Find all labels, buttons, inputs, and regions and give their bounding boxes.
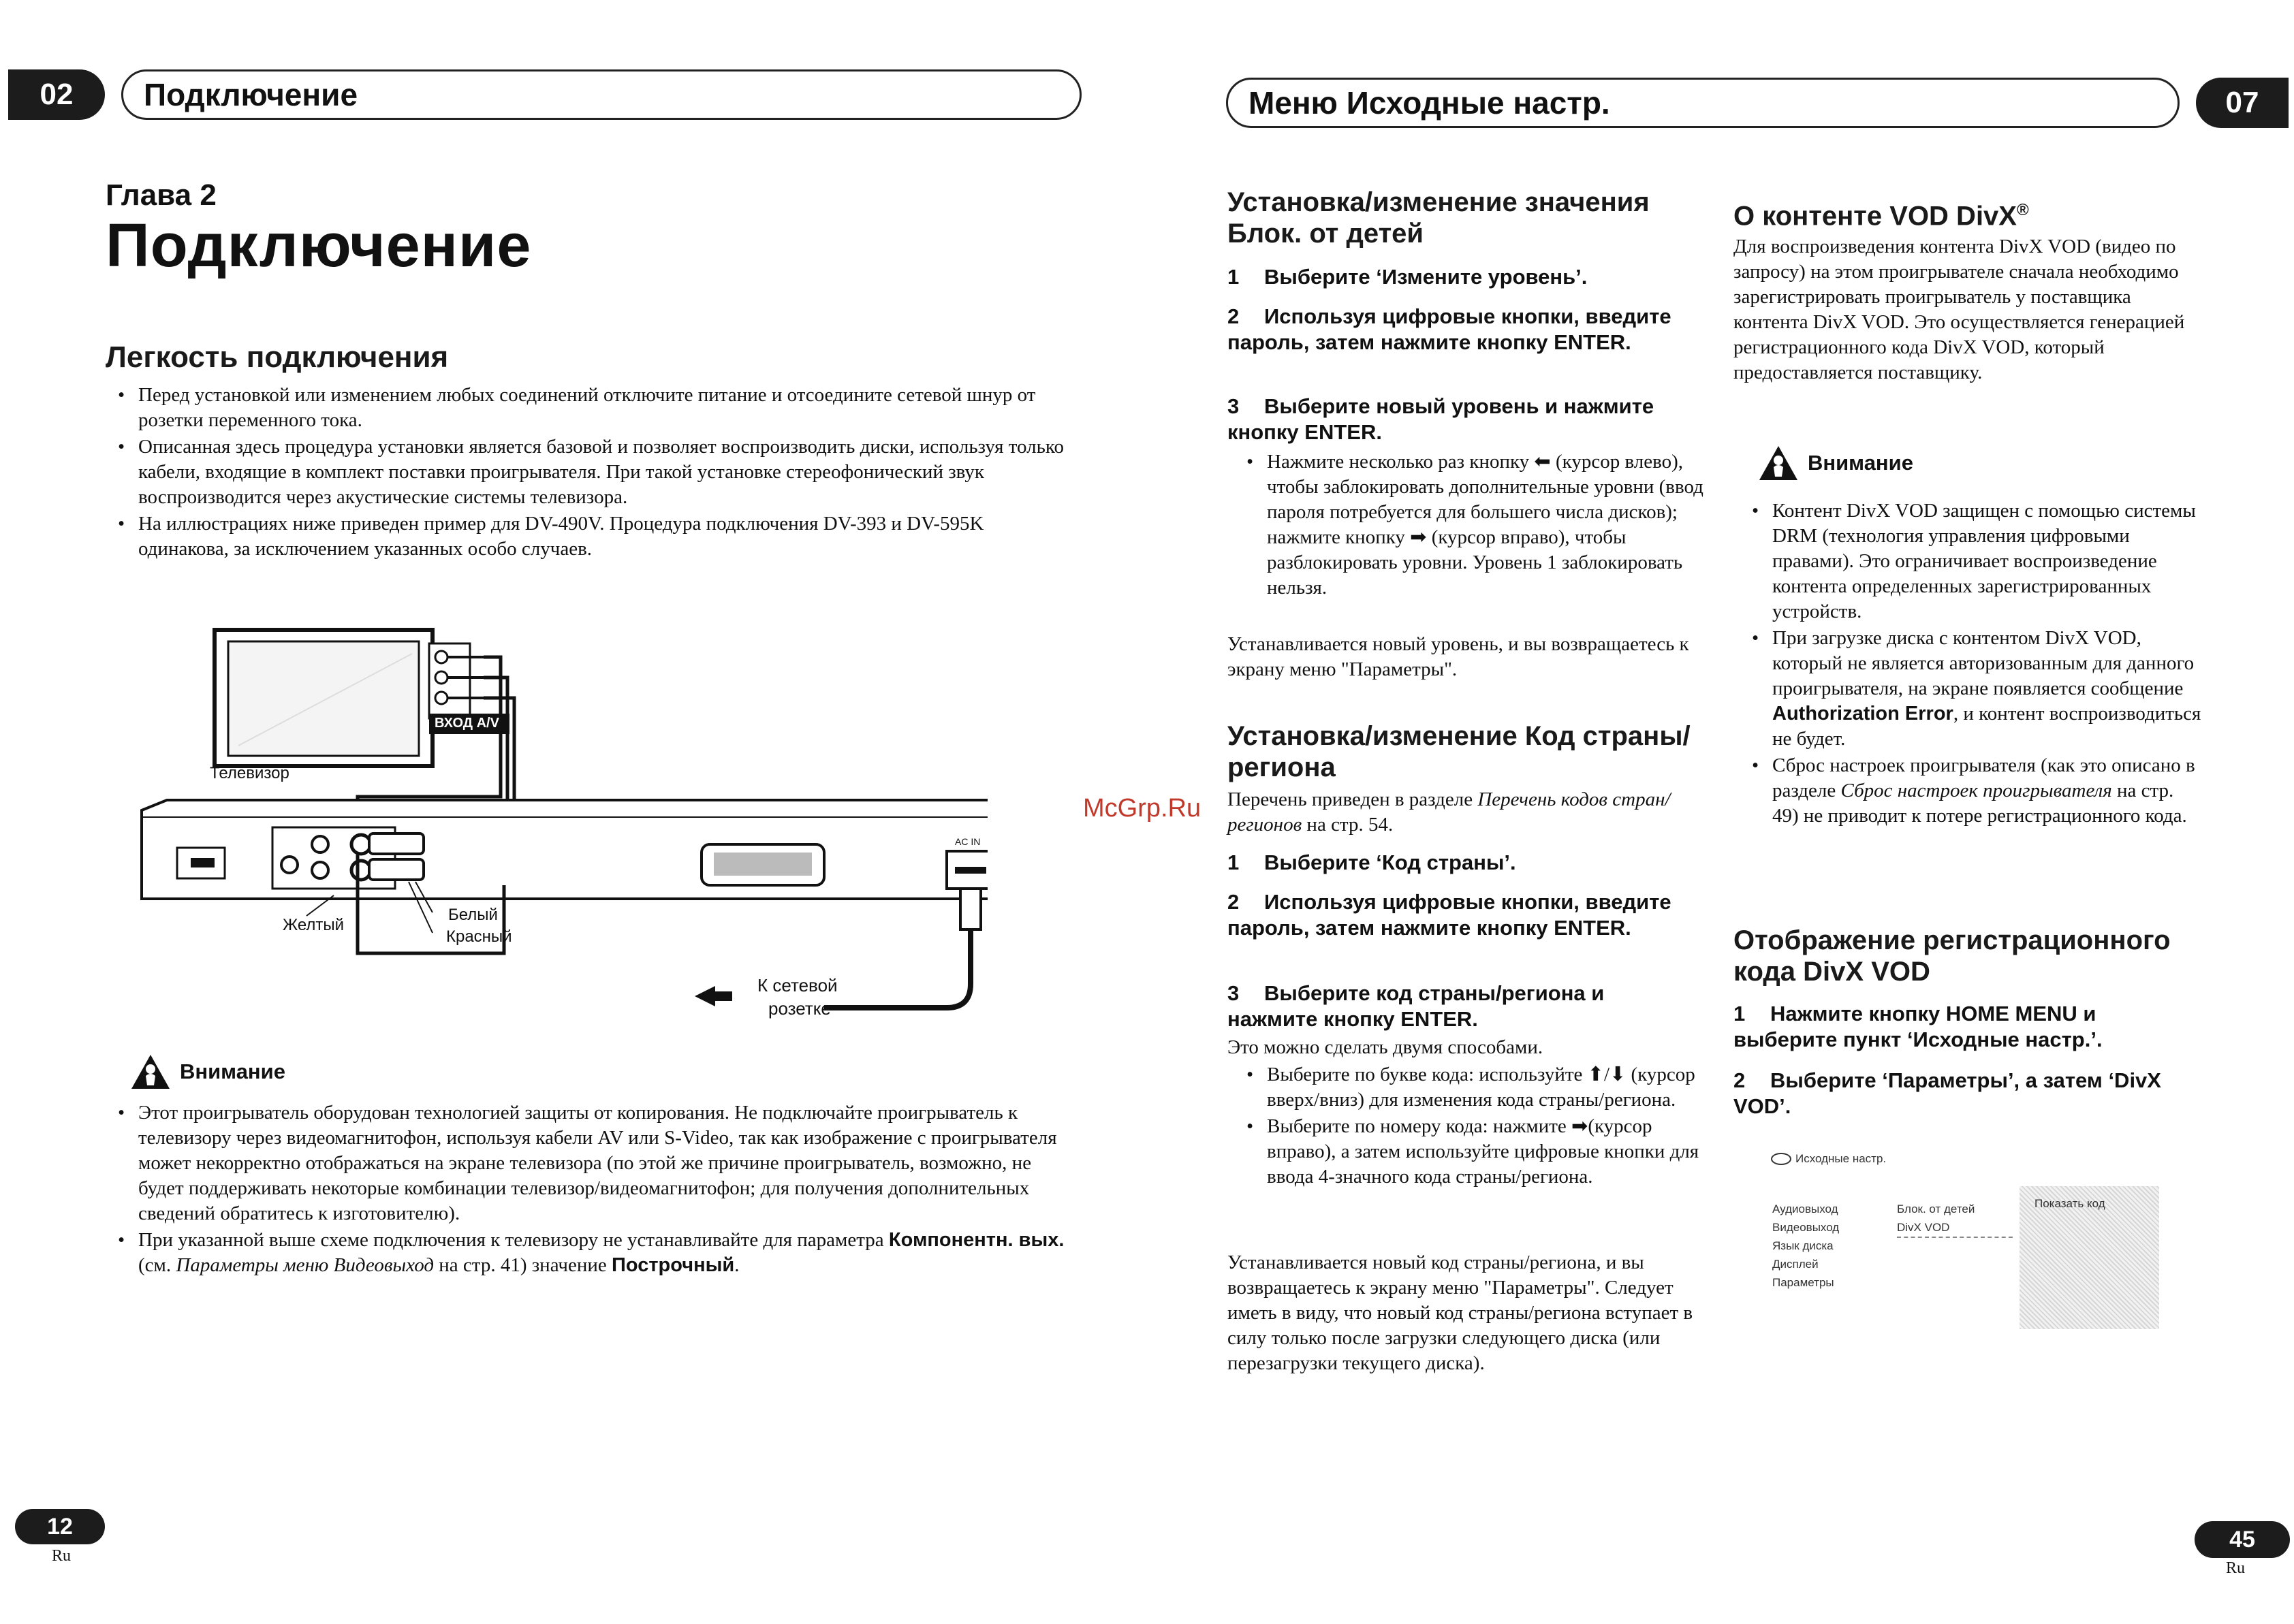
step-number: 1 bbox=[1227, 850, 1240, 874]
step-text: Используя цифровые кнопки, введите пароль, затем нажмите кнопку ENTER. bbox=[1227, 890, 1671, 940]
caution-text: на стр. 49) не приводит к потере регистрационного кода. bbox=[1772, 780, 2187, 827]
caution-text: При указанной выше схеме подключения к телевизору не устанавливайте для параметра bbox=[138, 1229, 889, 1251]
header-title-right: Меню Исходные настр. bbox=[1248, 85, 1610, 121]
cross-reference: Сброс настроек проигрывателя bbox=[1840, 780, 2112, 801]
setting-name: Компонентн. вых. bbox=[888, 1229, 1065, 1251]
show-code-panel bbox=[2020, 1186, 2159, 1329]
step-number: 2 bbox=[1227, 304, 1240, 328]
step-1 bbox=[1227, 264, 1697, 290]
show-code-label: Показать код bbox=[2034, 1197, 2105, 1210]
chapter-title: Подключение bbox=[106, 212, 532, 280]
section-title-text: О контенте VOD DivX bbox=[1733, 201, 2017, 232]
section-title-line: Установка/изменение Код страны/ bbox=[1227, 721, 1691, 751]
sec1-bullets bbox=[1241, 449, 1704, 602]
sec1-after-text: Устанавливается новый уровень, и вы возвращаетесь к экрану меню "Параметры". bbox=[1227, 633, 1689, 680]
intro-text: Перечень приведен в разделе bbox=[1227, 789, 1478, 810]
tv-screen bbox=[228, 641, 419, 756]
registered-mark: ® bbox=[2016, 201, 2029, 219]
white-cable-label: Белый bbox=[448, 906, 498, 924]
step-text: Выберите код страны/региона и нажмите кнопку ENTER. bbox=[1227, 981, 1605, 1031]
divx-intro-text: Для воспроизведения контента DivX VOD (видео по запросу) на этом проигрывателе сначала необходимо зарегистрировать проигрыватель у поставщика контента DivX VOD. Это осуществляется генерацией регистрационного кода DivX VOD, который предоставляется поставщику. bbox=[1733, 236, 2185, 383]
caution-text: (см. bbox=[138, 1254, 176, 1276]
sec2-after-text: Устанавливается новый код страны/региона, и вы возвращаетесь к экрану меню "Параметры". Следует иметь в виду, что новый код страны/региона вступает в силу только после загрузки следующего диска (или перезагрузки текущего диска). bbox=[1227, 1252, 1693, 1374]
sub-item-divx-vod: DivX VOD bbox=[1897, 1218, 2013, 1238]
menu-sub-items bbox=[1897, 1200, 2013, 1238]
header-title-left: Подключение bbox=[144, 77, 358, 112]
page-number-right: 45 bbox=[2195, 1521, 2290, 1558]
header-pill-left bbox=[121, 69, 1082, 120]
section-title-line: Установка/изменение значения bbox=[1227, 187, 1650, 217]
step-text: Нажмите кнопку HOME MENU и выберите пункт ‘Исходные настр.’. bbox=[1733, 1002, 2103, 1051]
step-1 bbox=[1733, 1001, 2203, 1053]
section-title-country-code bbox=[1227, 720, 1718, 783]
step-number: 3 bbox=[1227, 981, 1240, 1005]
list-item bbox=[1746, 626, 2203, 752]
menu-item-display: Дисплей bbox=[1772, 1258, 1819, 1271]
power-cord bbox=[824, 929, 971, 1008]
caution-text: При загрузке диска с контентом DivX VOD, который не является авторизованным для данного проигрывателя, на экране появляется сообщение bbox=[1772, 627, 2195, 699]
menu-item-language: Язык диска bbox=[1772, 1239, 1834, 1252]
section-title-divx-vod bbox=[1733, 195, 2029, 232]
list-item: • Выберите по букве кода: используйте ⬆/⬇ (курсор вверх/вниз) для изменения кода страны/региона. bbox=[1241, 1062, 1704, 1113]
setting-value: Построчный bbox=[612, 1254, 735, 1276]
list-item: • Нажмите несколько раз кнопку ⬅ (курсор влево), чтобы заблокировать дополнительные уровни (ввод пароля потребуется для большего числа дисков); нажмите кнопку ➡ (курсор вправо), чтобы разблокировать уровни. Уровень 1 заблокировать нельзя. bbox=[1241, 449, 1704, 601]
caution-text: на стр. 41) значение bbox=[434, 1254, 612, 1276]
cross-reference: Перечень кодов стран/регионов bbox=[1227, 789, 1671, 835]
header-pill-right bbox=[1226, 78, 2180, 128]
section-title-line: Блок. от детей bbox=[1227, 219, 1424, 249]
list-item: • Описанная здесь процедура установки является базовой и позволяет воспроизводить диски, используя только кабели, входящие в комплект поставки проигрывателя. При такой установке стереофонический звук воспроизводится через акустические системы телевизора. bbox=[112, 434, 1066, 510]
step-text: Выберите ‘Измените уровень’. bbox=[1264, 265, 1588, 289]
section-title-parental-lock bbox=[1227, 187, 1704, 249]
list-item bbox=[112, 1228, 1080, 1278]
menu-item-video: Видеовыход bbox=[1772, 1221, 1840, 1234]
step-number: 3 bbox=[1227, 394, 1240, 418]
ac-in-label: AC IN bbox=[955, 836, 981, 847]
step-2 bbox=[1227, 304, 1697, 355]
tv-label: Телевизор bbox=[210, 764, 289, 782]
watermark: McGrp.Ru bbox=[1083, 794, 1201, 823]
caution-title-right: Внимание bbox=[1808, 451, 1913, 475]
menu-screen-illustration bbox=[1771, 1152, 2166, 1336]
menu-title: Исходные настр. bbox=[1795, 1152, 1887, 1165]
sec2-bullets bbox=[1241, 1062, 1704, 1191]
list-item bbox=[1746, 753, 2203, 829]
player-body bbox=[142, 800, 988, 899]
step-2 bbox=[1733, 1068, 2203, 1119]
caution-title-left: Внимание bbox=[180, 1060, 285, 1083]
step-3 bbox=[1227, 981, 1697, 1032]
step-text: Выберите ‘Параметры’, а затем ‘DivX VOD’. bbox=[1733, 1068, 2161, 1118]
section-title-line: кода DivX VOD bbox=[1733, 957, 1930, 987]
warning-icon bbox=[129, 1053, 172, 1091]
caution-text: Сброс настроек проигрывателя (как это описано в разделе bbox=[1772, 754, 2195, 801]
av-input-label: ВХОД A/V bbox=[435, 716, 499, 731]
step-number: 1 bbox=[1227, 265, 1240, 289]
menu-items bbox=[1772, 1200, 1839, 1292]
step-text: Используя цифровые кнопки, введите пароль, затем нажмите кнопку ENTER. bbox=[1227, 304, 1671, 354]
section-title-show-code bbox=[1733, 925, 2224, 987]
yellow-cable-label: Желтый bbox=[283, 916, 345, 934]
step-text: Выберите новый уровень и нажмите кнопку ENTER. bbox=[1227, 394, 1654, 444]
step-number: 2 bbox=[1227, 890, 1240, 914]
step-text: Выберите ‘Код страны’. bbox=[1264, 850, 1516, 874]
caution-bullets-right bbox=[1746, 498, 2203, 830]
caution-heading-right bbox=[1757, 444, 1913, 482]
list-item: • Контент DivX VOD защищен с помощью системы DRM (технология управления цифровыми правами). Это ограничивает воспроизведение контента определенных зарегистрированных устройств. bbox=[1746, 498, 2203, 624]
intro-bullets bbox=[112, 383, 1066, 563]
step-number: 2 bbox=[1733, 1068, 1746, 1092]
cross-reference: Параметры меню Видеовыход bbox=[176, 1254, 435, 1276]
section-title-line: региона bbox=[1227, 752, 1336, 782]
chapter-label: Глава 2 bbox=[106, 178, 217, 212]
caution-text: , и контент воспроизводиться не будет. bbox=[1772, 703, 2201, 750]
sec2-methods: Это можно сделать двумя способами. bbox=[1227, 1036, 1543, 1058]
outlet-label-1: К сетевой bbox=[757, 975, 838, 996]
warning-icon bbox=[1757, 444, 1800, 482]
page-number-left: 12 bbox=[15, 1509, 105, 1544]
page-lang-right: Ru bbox=[2226, 1559, 2246, 1577]
list-item: • Перед установкой или изменением любых соединений отключите питание и отсоедините сетевой шнур от розетки переменного тока. bbox=[112, 383, 1066, 433]
outlet-arrow bbox=[695, 986, 732, 1006]
step-1 bbox=[1227, 850, 1697, 876]
list-item: • На иллюстрациях ниже приведен пример для DV-490V. Процедура подключения DV-393 и DV-595K одинакова, за исключением указанных особо случаев. bbox=[112, 511, 1066, 562]
section-title-ease: Легкость подключения bbox=[106, 340, 449, 374]
caution-bullets-left bbox=[112, 1100, 1080, 1279]
chapter-tab-left: 02 bbox=[8, 69, 105, 120]
caution-text: . bbox=[734, 1254, 740, 1276]
connection-diagram bbox=[129, 613, 988, 1035]
disc-icon bbox=[1771, 1153, 1791, 1165]
red-cable-label: Красный bbox=[446, 927, 512, 946]
caution-heading-left bbox=[129, 1053, 285, 1091]
section-title-line: Отображение регистрационного bbox=[1733, 925, 2171, 955]
menu-item-options: Параметры bbox=[1772, 1276, 1834, 1289]
menu-title-row bbox=[1771, 1152, 1886, 1166]
step-number: 1 bbox=[1733, 1002, 1746, 1025]
step-3 bbox=[1227, 394, 1697, 445]
step-2 bbox=[1227, 889, 1697, 941]
menu-item-audio: Аудиовыход bbox=[1772, 1203, 1838, 1215]
intro-text: на стр. 54. bbox=[1302, 814, 1394, 835]
page-lang-left: Ru bbox=[52, 1547, 72, 1565]
error-message: Authorization Error bbox=[1772, 703, 1953, 725]
list-item: • Этот проигрыватель оборудован технологией защиты от копирования. Не подключайте проигрыватель к телевизору через видеомагнитофон, используя кабели AV или S-Video, так как изображение с проигрывателя может некорректно отображаться на экране телевизора (по этой же причине проигрыватель, возможно, не будет поддерживать некоторые комбинации телевизор/видеомагнитофон; для получения дополнительных сведений обратитесь к изготовителю). bbox=[112, 1100, 1080, 1226]
sec2-intro bbox=[1227, 787, 1704, 838]
sub-item-parental-lock: Блок. от детей bbox=[1897, 1203, 1975, 1215]
outlet-label-2: розетке bbox=[768, 998, 831, 1019]
list-item: • Выберите по номеру кода: нажмите ➡(курсор вправо), а затем используйте цифровые кнопки для ввода 4-значного кода страны/региона. bbox=[1241, 1114, 1704, 1190]
tv-av-jacks bbox=[429, 643, 484, 718]
chapter-tab-right: 07 bbox=[2196, 78, 2289, 128]
